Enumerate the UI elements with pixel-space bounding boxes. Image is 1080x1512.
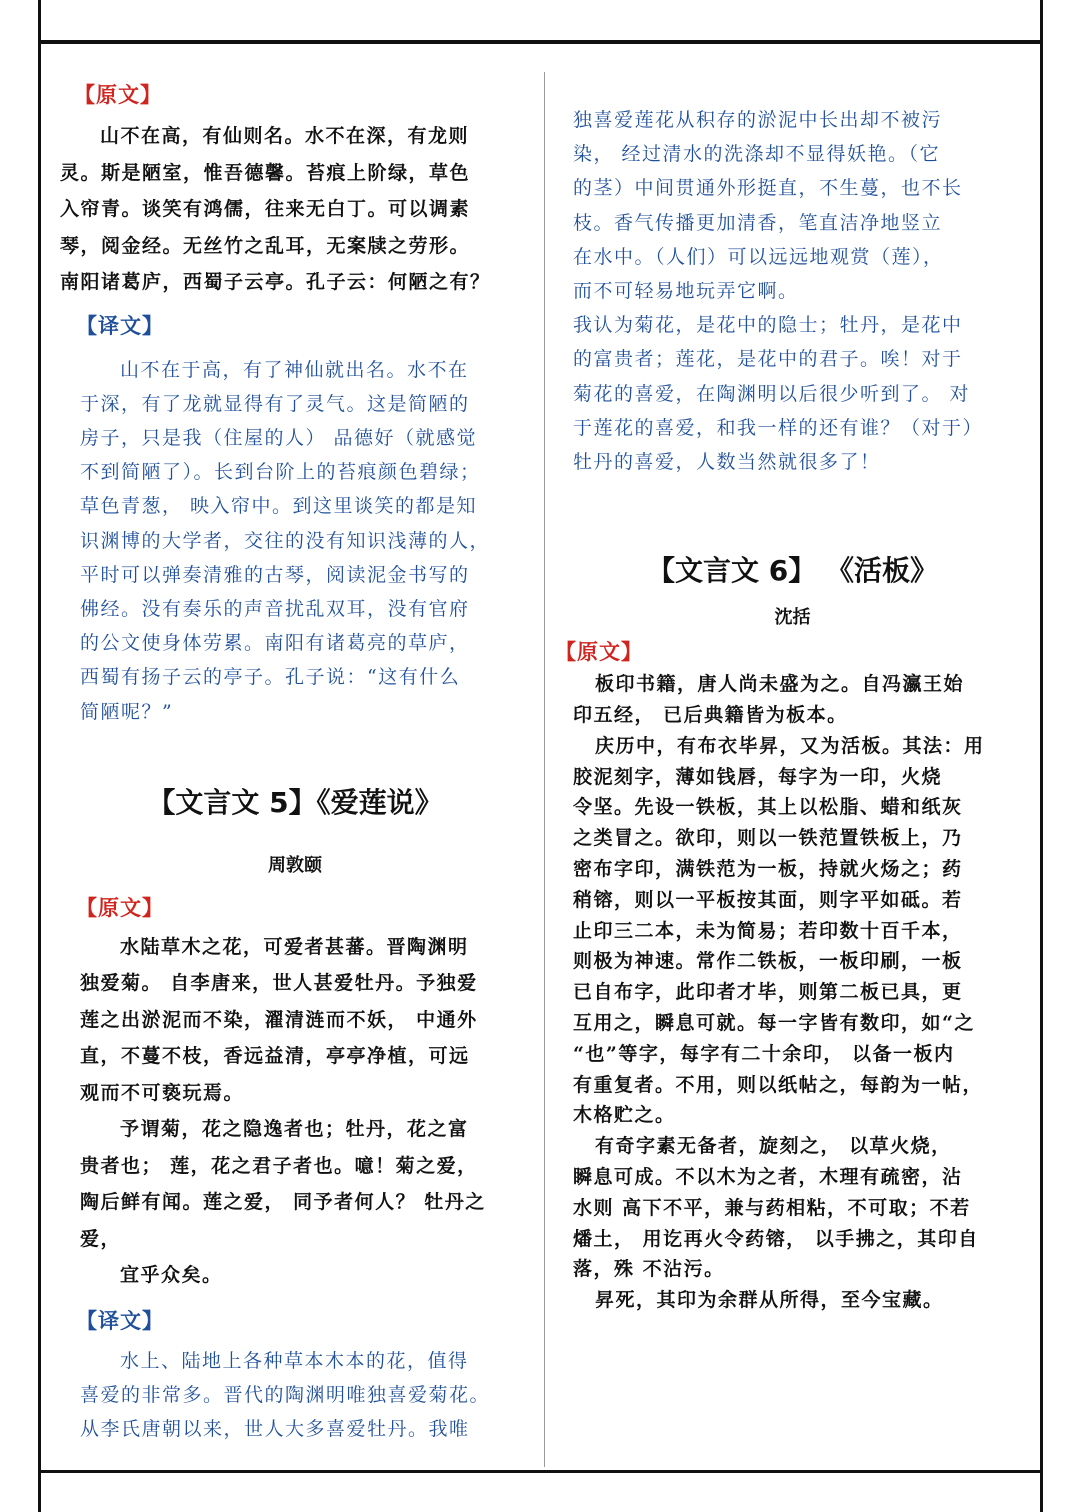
lesson6-original: [573, 669, 1030, 1316]
original-line: “也”等字，每字有二十余印， 以备一板内: [573, 1042, 955, 1065]
original-line: 互用之，瞬息可就。每一字皆有数印，如“之: [573, 1012, 975, 1034]
original-line: 则极为神速。常作二铁板，一板印刷，一板: [573, 950, 963, 973]
translation-line: 水上、陆地上各种草本木本的花，值得: [120, 1349, 469, 1372]
bottom-rule: [38, 1470, 1043, 1473]
original-line: 直，不蔓不枝，香远益清，亭亭净植，可远: [80, 1045, 470, 1068]
original-text-tag: 【原文】: [74, 83, 162, 107]
translation-line: 独喜爱莲花从积存的淤泥中长出却不被污: [573, 109, 943, 131]
left-column: [60, 78, 530, 1446]
translation-line: 的茎）中间贯通外形挺直，不生蔓，也不长: [573, 177, 963, 200]
original-text-tag: 【原文】: [555, 640, 643, 665]
original-line: 胶泥刻字，薄如钱唇，每字为一印，火烧: [573, 765, 943, 788]
lesson5-translation-continued: [573, 103, 1030, 479]
original-line: 落，殊 不沾污。: [573, 1258, 725, 1281]
original-line: 琴，阅金经。无丝竹之乱耳，无案牍之劳形。: [60, 234, 471, 257]
lesson6-author: 沈括: [774, 607, 811, 629]
translation-line: 染， 经过清水的洗涤却不显得妖艳。（它: [573, 143, 941, 166]
translation-line: 不到简陋了）。长到台阶上的苔痕颜色碧绿；: [80, 461, 481, 484]
translation-line: 平时可以弹奏清雅的古琴，阅读泥金书写的: [80, 563, 470, 586]
original-line: 观而不可亵玩焉。: [80, 1081, 245, 1104]
translation-line: 从李氏唐朝以来，世人大多喜爱牡丹。我唯: [80, 1418, 470, 1441]
original-line: 宜乎众矣。: [120, 1264, 223, 1287]
page-border-right: [1040, 0, 1043, 1512]
original-text-tag: 【原文】: [76, 895, 164, 920]
original-line: 燔土， 用讫再火令药镕， 以手拂之，其印自: [573, 1227, 979, 1250]
original-line: 爱，: [80, 1227, 122, 1250]
original-line: 贵者也； 莲，花之君子者也。噫！菊之爱，: [80, 1154, 478, 1177]
translation-tag: 【译文】: [76, 1308, 164, 1333]
translation-line: 而不可轻易地玩弄它啊。: [573, 280, 799, 303]
original-line: 予谓菊，花之隐逸者也；牡丹，花之富: [120, 1118, 469, 1141]
original-line: 水则 高下不平，兼与药相粘，不可取；不若: [573, 1196, 971, 1219]
lesson4-translation: [80, 353, 530, 729]
original-line: 之类冒之。欲印，则以一铁范置铁板上，乃: [573, 827, 963, 850]
original-line: 印五经， 已后典籍皆为板本。: [573, 704, 848, 727]
translation-line: 的富贵者；莲花，是花中的君子。唉！对于: [573, 348, 963, 371]
translation-line: 山不在于高，有了神仙就出名。水不在: [120, 358, 469, 381]
original-line: 瞬息可成。不以木为之者，木理有疏密，沾: [573, 1165, 963, 1188]
original-line: 稍镕，则以一平板按其面，则字平如砥。若: [573, 888, 963, 911]
translation-line: 识渊博的大学者，交往的没有知识浅薄的人，: [80, 529, 491, 552]
translation-line: 草色青葱， 映入帘中。到这里谈笑的都是知: [80, 495, 478, 518]
translation-line: 喜爱的非常多。晋代的陶渊明唯独喜爱菊花。: [80, 1383, 491, 1406]
original-line: 板印书籍，唐人尚未盛为之。自冯瀛王始: [595, 673, 965, 696]
lesson5-title: 【文言文 5】《爱莲说》: [147, 785, 443, 819]
original-line: 木格贮之。: [573, 1104, 676, 1127]
translation-line: 于莲花的喜爱，和我一样的还有谁？（对于）: [573, 416, 984, 439]
translation-line: 牡丹的喜爱，人数当然就很多了！: [573, 451, 881, 474]
page-border-left: [38, 0, 41, 1512]
right-column: [555, 103, 1030, 1316]
translation-line: 的公文使身体劳累。南阳有诸葛亮的草庐，: [80, 632, 470, 655]
translation-line: 于深，有了龙就显得有了灵气。这是简陋的: [80, 392, 470, 415]
original-line: 密布字印，满铁范为一板，持就火炀之；药: [573, 858, 963, 881]
original-line: 有奇字素无备者，旋刻之， 以草火烧，: [595, 1135, 952, 1158]
translation-line: 简陋呢？”: [80, 700, 174, 723]
original-line: 有重复者。不用，则以纸帖之，每韵为一帖，: [573, 1073, 984, 1096]
original-line: 水陆草木之花，可爱者甚蕃。晋陶渊明: [120, 935, 469, 958]
translation-tag: 【译文】: [76, 313, 164, 338]
translation-line: 枝。香气传播更加清香，笔直洁净地竖立: [573, 211, 943, 234]
translation-line: 西蜀有扬子云的亭子。孔子说：“这有什么: [80, 666, 461, 689]
original-line: 止印三二本，未为简易；若印数十百千本，: [573, 919, 963, 942]
original-line: 独爱菊。 自李唐来，世人甚爱牡丹。予独爱: [80, 972, 478, 995]
original-line: 令坚。先设一铁板，其上以松脂、蜡和纸灰: [573, 796, 963, 819]
lesson4-original: [60, 118, 530, 301]
original-line: 庆历中，有布衣毕昇，又为活板。其法：用: [595, 734, 985, 757]
original-line: 陶后鲜有闻。莲之爱， 同予者何人？ 牡丹之: [80, 1191, 486, 1214]
original-line: 已自布字，此印者才毕，则第二板已具，更: [573, 981, 963, 1004]
original-line: 南阳诸葛庐，西蜀子云亭。孔子云：何陋之有？: [60, 271, 491, 293]
original-line: 莲之出淤泥而不染，濯清涟而不妖， 中通外: [80, 1008, 478, 1031]
lesson5-original: [80, 929, 530, 1294]
translation-line: 菊花的喜爱，在陶渊明以后很少听到了。 对: [573, 382, 971, 405]
lesson5-author: 周敦颐: [268, 854, 322, 876]
translation-line: 房子，只是我（住屋的人） 品德好（就感觉: [80, 426, 478, 449]
translation-line: 我认为菊花，是花中的隐士；牡丹，是花中: [573, 314, 963, 337]
original-line: 灵。斯是陋室，惟吾德馨。苔痕上阶绿，草色: [60, 161, 471, 184]
column-divider: [544, 72, 545, 1467]
original-line: 昇死，其印为余群从所得，至今宝藏。: [595, 1289, 944, 1312]
lesson6-title: 【文言文 6】 《活板》: [647, 554, 938, 588]
top-rule: [38, 40, 1043, 44]
original-line: 山不在高，有仙则名。水不在深，有龙则: [100, 125, 470, 147]
translation-line: 在水中。（人们）可以远远地观赏（莲），: [573, 245, 944, 268]
original-line: 入帘青。谈笑有鸿儒，往来无白丁。可以调素: [60, 198, 471, 220]
translation-line: 佛经。没有奏乐的声音扰乱双耳，没有官府: [80, 597, 470, 620]
lesson5-translation: [80, 1344, 530, 1447]
